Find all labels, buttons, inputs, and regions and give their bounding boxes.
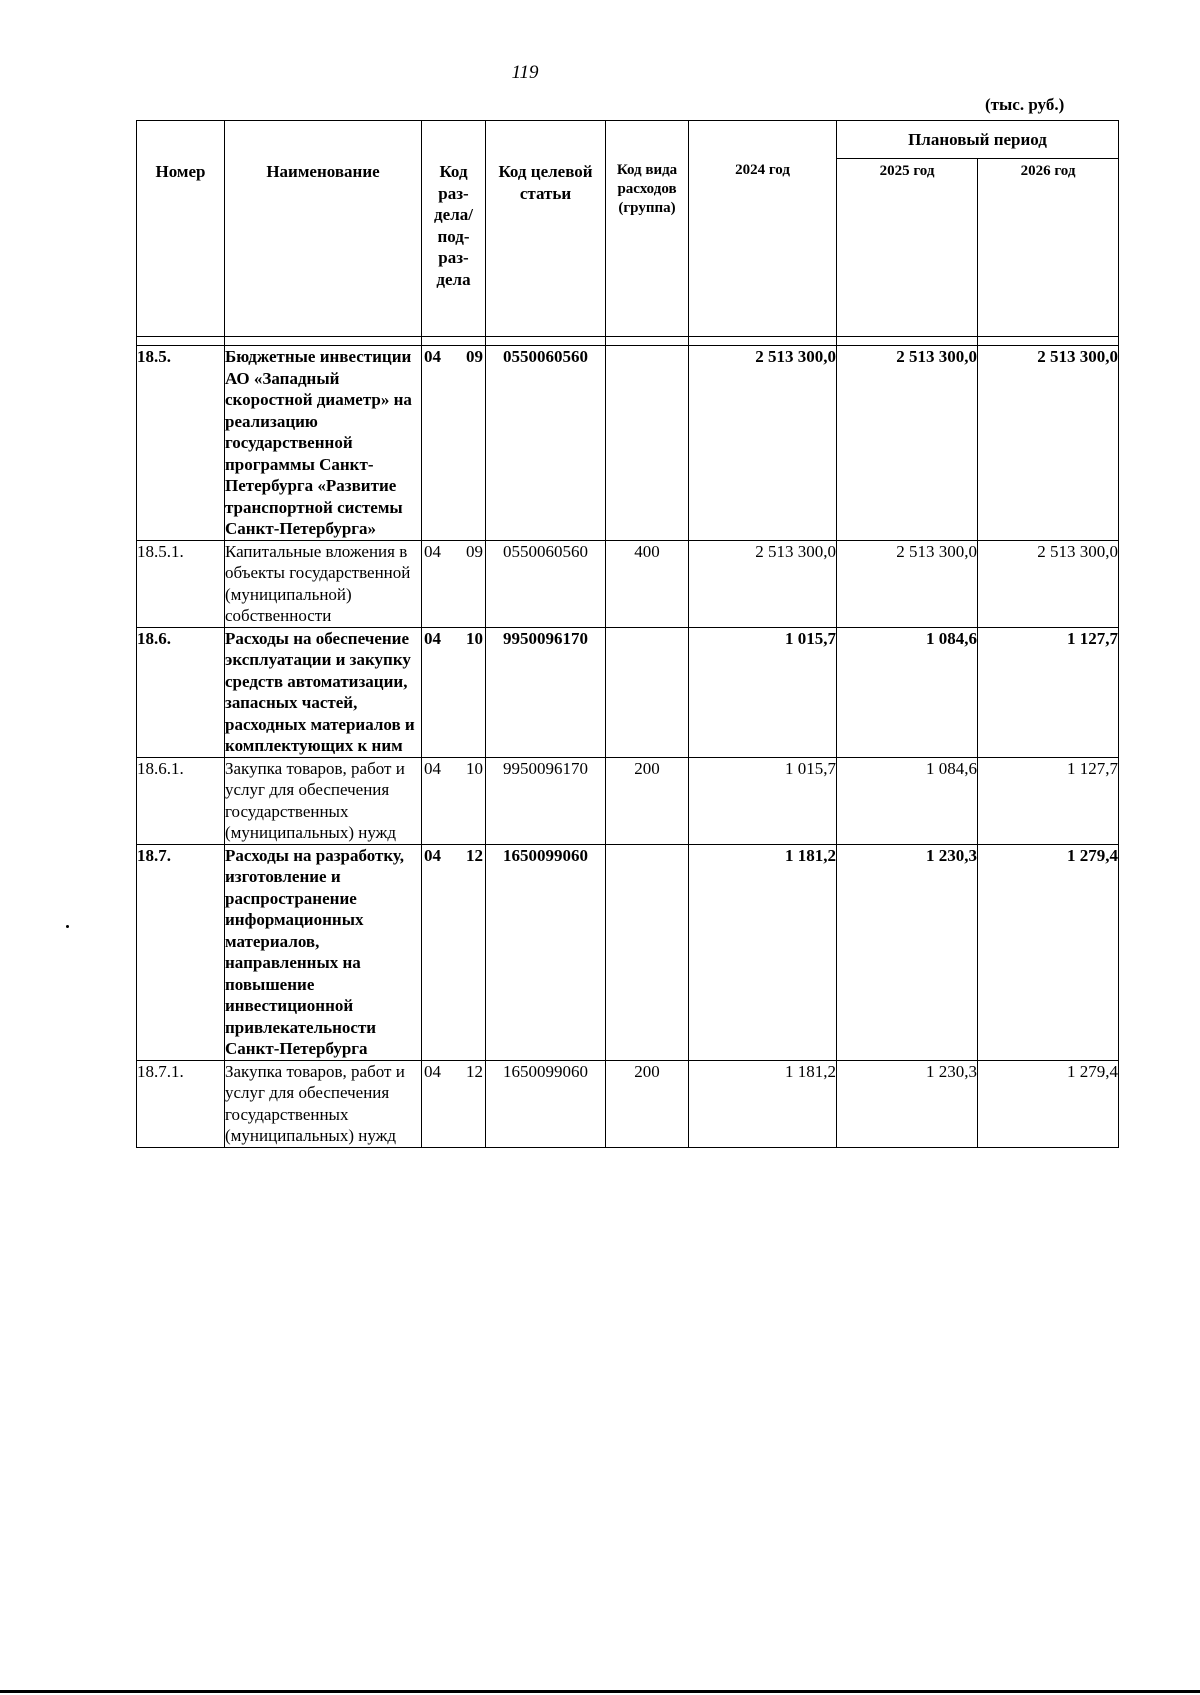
row-name: Расходы на разработку, изготовление и распространение информационных материалов, направленных на повышение инвестиционной привлекательности Санкт-Петербурга bbox=[225, 844, 422, 1060]
row-section-code bbox=[422, 346, 486, 541]
row-amount-2026: 2 513 300,0 bbox=[978, 346, 1119, 541]
row-name: Расходы на обеспечение эксплуатации и закупку средств автоматизации, запасных частей, расходных материалов и комплектующих к ним bbox=[225, 627, 422, 757]
section-code: 04 bbox=[424, 758, 441, 778]
section-code-pair bbox=[422, 346, 485, 368]
header-name: Наименование bbox=[225, 121, 422, 337]
row-target-code: 9950096170 bbox=[486, 627, 606, 757]
header-kind: Код вида расходов (группа) bbox=[606, 121, 689, 337]
bottom-rule bbox=[0, 1690, 1200, 1693]
row-amount-2024: 1 181,2 bbox=[689, 1060, 837, 1147]
row-target-code: 0550060560 bbox=[486, 346, 606, 541]
row-number: 18.6. bbox=[137, 627, 225, 757]
row-name: Бюджетные инвестиции АО «Западный скоростной диаметр» на реализацию государственной программы Санкт-Петербурга «Развитие транспортной системы Санкт-Петербурга» bbox=[225, 346, 422, 541]
subsection-code: 10 bbox=[466, 628, 483, 648]
header-target: Код целевой статьи bbox=[486, 121, 606, 337]
table-row bbox=[137, 844, 1119, 1060]
row-expense-kind bbox=[606, 627, 689, 757]
page-number: 119 bbox=[511, 62, 539, 83]
row-section-code bbox=[422, 1060, 486, 1147]
row-number: 18.5. bbox=[137, 346, 225, 541]
row-target-code: 0550060560 bbox=[486, 540, 606, 627]
row-section-code bbox=[422, 627, 486, 757]
section-code-pair bbox=[422, 1061, 485, 1083]
row-amount-2025: 1 084,6 bbox=[837, 627, 978, 757]
header-2026: 2026 год bbox=[978, 159, 1119, 337]
section-code: 04 bbox=[424, 845, 441, 865]
row-expense-kind bbox=[606, 346, 689, 541]
section-code-pair bbox=[422, 758, 485, 780]
subsection-code: 09 bbox=[466, 541, 483, 561]
row-number: 18.7. bbox=[137, 844, 225, 1060]
row-amount-2025: 1 230,3 bbox=[837, 844, 978, 1060]
row-name: Закупка товаров, работ и услуг для обеспечения государственных (муниципальных) нужд bbox=[225, 757, 422, 844]
row-amount-2026: 1 279,4 bbox=[978, 844, 1119, 1060]
header-planned-period: Плановый период bbox=[837, 121, 1119, 159]
section-code: 04 bbox=[424, 541, 441, 561]
subsection-code: 10 bbox=[466, 758, 483, 778]
row-amount-2024: 2 513 300,0 bbox=[689, 540, 837, 627]
section-code: 04 bbox=[424, 1061, 441, 1081]
table-row bbox=[137, 540, 1119, 627]
row-section-code bbox=[422, 757, 486, 844]
header-2025: 2025 год bbox=[837, 159, 978, 337]
row-target-code: 1650099060 bbox=[486, 1060, 606, 1147]
row-amount-2024: 1 015,7 bbox=[689, 757, 837, 844]
row-amount-2026: 2 513 300,0 bbox=[978, 540, 1119, 627]
row-amount-2026: 1 127,7 bbox=[978, 627, 1119, 757]
row-number: 18.5.1. bbox=[137, 540, 225, 627]
section-code-pair bbox=[422, 541, 485, 563]
subsection-code: 12 bbox=[466, 1061, 483, 1081]
row-expense-kind: 400 bbox=[606, 540, 689, 627]
row-amount-2025: 2 513 300,0 bbox=[837, 540, 978, 627]
row-name: Капитальные вложения в объекты государственной (муниципальной) собственности bbox=[225, 540, 422, 627]
row-amount-2024: 1 015,7 bbox=[689, 627, 837, 757]
spacer-row bbox=[137, 337, 1119, 346]
row-amount-2025: 2 513 300,0 bbox=[837, 346, 978, 541]
section-code-pair bbox=[422, 628, 485, 650]
row-name: Закупка товаров, работ и услуг для обеспечения государственных (муниципальных) нужд bbox=[225, 1060, 422, 1147]
row-expense-kind bbox=[606, 844, 689, 1060]
header-2024: 2024 год bbox=[689, 121, 837, 337]
row-amount-2026: 1 279,4 bbox=[978, 1060, 1119, 1147]
budget-table bbox=[136, 120, 1119, 1148]
row-number: 18.7.1. bbox=[137, 1060, 225, 1147]
section-code: 04 bbox=[424, 347, 441, 366]
table-row bbox=[137, 627, 1119, 757]
row-amount-2026: 1 127,7 bbox=[978, 757, 1119, 844]
scan-dot bbox=[66, 925, 69, 928]
subsection-code: 12 bbox=[466, 845, 483, 865]
header-number: Номер bbox=[137, 121, 225, 337]
table-row bbox=[137, 757, 1119, 844]
row-number: 18.6.1. bbox=[137, 757, 225, 844]
table-row bbox=[137, 1060, 1119, 1147]
row-amount-2025: 1 230,3 bbox=[837, 1060, 978, 1147]
row-target-code: 1650099060 bbox=[486, 844, 606, 1060]
row-section-code bbox=[422, 844, 486, 1060]
units-label: (тыс. руб.) bbox=[985, 95, 1065, 114]
row-expense-kind: 200 bbox=[606, 757, 689, 844]
row-amount-2024: 2 513 300,0 bbox=[689, 346, 837, 541]
row-amount-2024: 1 181,2 bbox=[689, 844, 837, 1060]
header-section: Код раз-дела/ под-раз-дела bbox=[422, 121, 486, 337]
table-body bbox=[137, 337, 1119, 1148]
row-section-code bbox=[422, 540, 486, 627]
table-row bbox=[137, 346, 1119, 541]
row-amount-2025: 1 084,6 bbox=[837, 757, 978, 844]
section-code-pair bbox=[422, 845, 485, 867]
section-code: 04 bbox=[424, 628, 441, 648]
row-target-code: 9950096170 bbox=[486, 757, 606, 844]
row-expense-kind: 200 bbox=[606, 1060, 689, 1147]
subsection-code: 09 bbox=[466, 347, 483, 366]
